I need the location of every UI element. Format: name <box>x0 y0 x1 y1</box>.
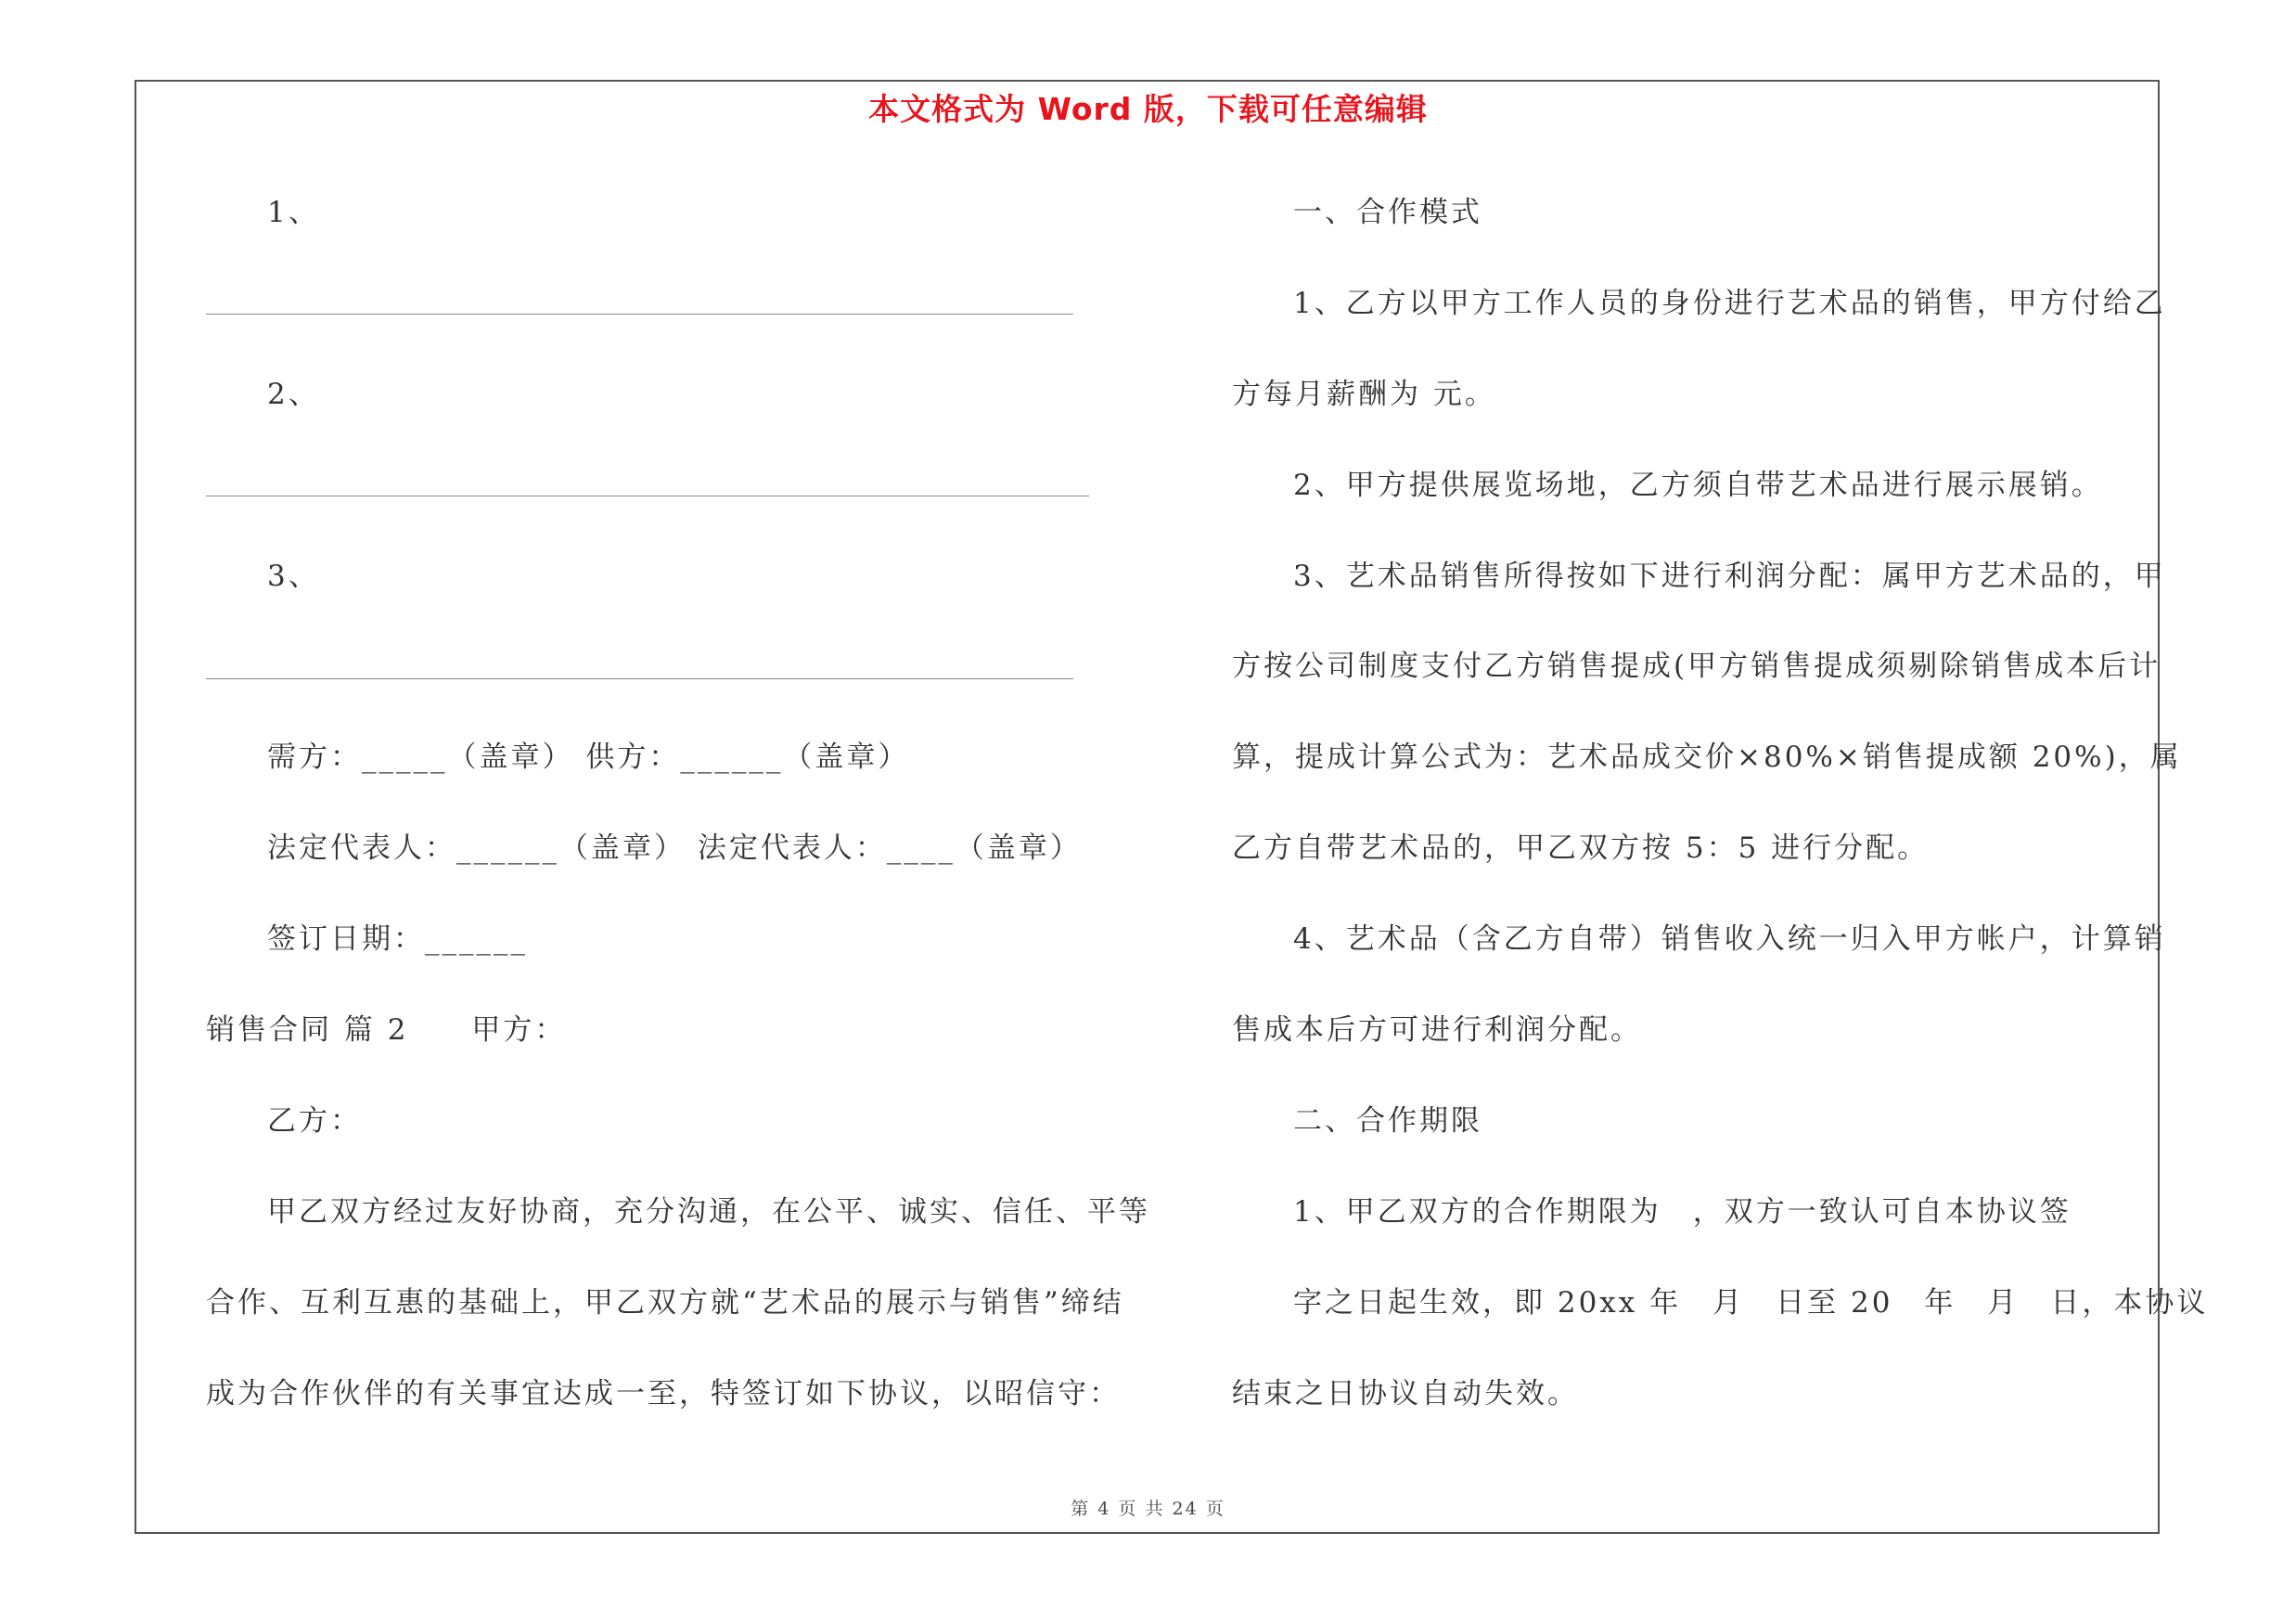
signatory-line: 需方：_____（盖章） 供方：______（盖章） <box>267 741 910 774</box>
page-number-footer: 第 4 页 共 24 页 <box>1071 1499 1225 1519</box>
clause-4-line-2: 售成本后方可进行利润分配。 <box>1232 1013 1642 1047</box>
blank-line-3 <box>206 678 1073 679</box>
clause-1-line-2: 方每月薪酬为 元。 <box>1232 378 1496 411</box>
list-item-2: 2、 <box>267 378 320 411</box>
clause-3-line-3: 算，提成计算公式为：艺术品成交价×80%×销售提成额 20%)，属 <box>1232 741 2182 774</box>
intro-paragraph-line-2: 合作、互利互惠的基础上，甲乙双方就“艺术品的展示与销售”缔结 <box>206 1286 1124 1320</box>
clause-2: 2、甲方提供展览场地，乙方须自带艺术品进行展示展销。 <box>1293 469 2103 502</box>
term-clause-line-1: 1、甲乙双方的合作期限为 ，双方一致认可自本协议签 <box>1293 1195 2072 1229</box>
list-item-1: 1、 <box>267 196 320 229</box>
term-clause-line-3: 结束之日协议自动失效。 <box>1232 1377 1579 1410</box>
clause-4-line-1: 4、艺术品（含乙方自带）销售收入统一归入甲方帐户，计算销 <box>1293 922 2166 956</box>
clause-3-line-4: 乙方自带艺术品的，甲乙双方按 5：5 进行分配。 <box>1232 831 1930 865</box>
representative-line: 法定代表人：______（盖章） 法定代表人：____（盖章） <box>267 831 1082 865</box>
format-banner: 本文格式为 Word 版，下载可任意编辑 <box>868 91 1428 127</box>
sign-date-line: 签订日期：______ <box>267 922 528 956</box>
clause-1-line-1: 1、乙方以甲方工作人员的身份进行艺术品的销售，甲方付给乙 <box>1293 287 2166 320</box>
clause-3-line-1: 3、艺术品销售所得按如下进行利润分配：属甲方艺术品的，甲 <box>1293 560 2166 593</box>
section-heading-cooperation-term: 二、合作期限 <box>1293 1104 1482 1138</box>
clause-3-line-2: 方按公司制度支付乙方销售提成(甲方销售提成须剔除销售成本后计 <box>1232 650 2161 683</box>
contract-heading: 销售合同 篇 2 甲方： <box>206 1013 567 1047</box>
blank-line-1 <box>206 314 1073 315</box>
intro-paragraph-line-1: 甲乙双方经过友好协商，充分沟通，在公平、诚实、信任、平等 <box>267 1195 1150 1229</box>
list-item-3: 3、 <box>267 560 320 593</box>
section-heading-cooperation-mode: 一、合作模式 <box>1293 196 1482 229</box>
intro-paragraph-line-3: 成为合作伙伴的有关事宜达成一至，特签订如下协议，以昭信守： <box>206 1377 1121 1410</box>
party-b-line: 乙方： <box>267 1104 362 1138</box>
term-clause-line-2: 字之日起生效，即 20xx 年 月 日至 20 年 月 日，本协议 <box>1293 1286 2209 1320</box>
